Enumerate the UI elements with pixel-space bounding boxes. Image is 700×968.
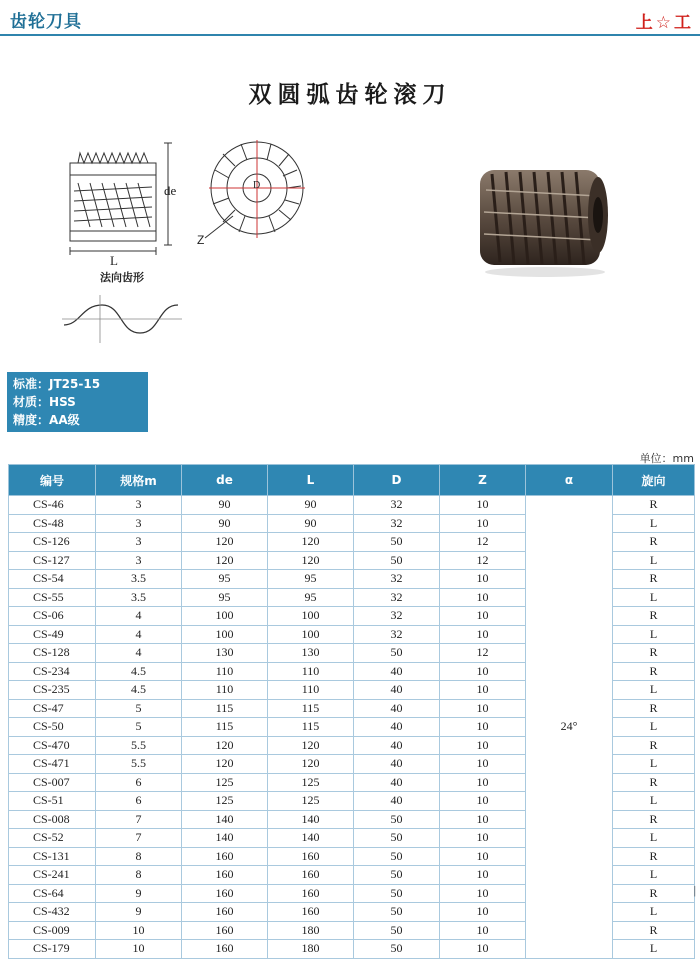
- table-cell: 5: [96, 699, 182, 718]
- table-cell: 32: [354, 514, 440, 533]
- table-cell: L: [613, 718, 695, 737]
- table-cell: 10: [440, 736, 526, 755]
- brand-logo: [636, 8, 692, 33]
- table-cell: 50: [354, 644, 440, 663]
- table-cell: 40: [354, 736, 440, 755]
- table-cell: CS-179: [9, 940, 96, 959]
- table-cell: 10: [440, 699, 526, 718]
- page-title: 双圆弧齿轮滚刀: [248, 82, 452, 108]
- table-cell: CS-235: [9, 681, 96, 700]
- table-cell: 12: [440, 551, 526, 570]
- table-cell: 120: [268, 533, 354, 552]
- table-cell: 10: [440, 921, 526, 940]
- label-Z: Z: [197, 233, 205, 247]
- table-cell: L: [613, 551, 695, 570]
- table-cell: CS-55: [9, 588, 96, 607]
- table-cell: 10: [96, 940, 182, 959]
- table-cell: 115: [182, 699, 268, 718]
- table-cell: 10: [440, 514, 526, 533]
- header-divider: [0, 34, 700, 36]
- table-cell: 120: [182, 736, 268, 755]
- table-cell: R: [613, 736, 695, 755]
- table-cell: 140: [182, 810, 268, 829]
- spec-box: [7, 372, 148, 432]
- spec-standard-value: JT25-15: [49, 377, 101, 391]
- column-header: Z: [440, 465, 526, 496]
- table-cell: 125: [268, 792, 354, 811]
- table-cell: L: [613, 755, 695, 774]
- margin-mark: |: [693, 883, 696, 897]
- table-cell: 130: [182, 644, 268, 663]
- table-cell: 100: [268, 607, 354, 626]
- table-cell: 95: [182, 570, 268, 589]
- table-cell: 180: [268, 940, 354, 959]
- table-cell: 40: [354, 773, 440, 792]
- table-cell: CS-49: [9, 625, 96, 644]
- brand-char-right: 工: [674, 13, 692, 33]
- table-cell: 4.5: [96, 662, 182, 681]
- table-cell: 140: [268, 829, 354, 848]
- table-cell: 7: [96, 829, 182, 848]
- table-cell: 130: [268, 644, 354, 663]
- table-cell: 140: [268, 810, 354, 829]
- table-cell: 10: [440, 903, 526, 922]
- table-cell: 140: [182, 829, 268, 848]
- table-cell: 10: [440, 681, 526, 700]
- table-cell: 100: [182, 625, 268, 644]
- normal-profile-caption: 法向齿形: [100, 271, 144, 284]
- table-cell: CS-234: [9, 662, 96, 681]
- table-cell: 12: [440, 533, 526, 552]
- table-cell: 115: [268, 699, 354, 718]
- table-cell: CS-128: [9, 644, 96, 663]
- table-cell: 10: [440, 607, 526, 626]
- table-cell: 50: [354, 810, 440, 829]
- table-cell: CS-127: [9, 551, 96, 570]
- table-cell: 10: [440, 570, 526, 589]
- table-cell: 95: [182, 588, 268, 607]
- table-cell: CS-47: [9, 699, 96, 718]
- table-cell: 160: [268, 903, 354, 922]
- table-cell: L: [613, 866, 695, 885]
- table-cell: 32: [354, 625, 440, 644]
- table-cell: 3: [96, 533, 182, 552]
- table-cell: CS-06: [9, 607, 96, 626]
- column-header: α: [526, 465, 613, 496]
- front-view-drawing: [195, 140, 305, 250]
- spec-precision: 精度：AA级: [13, 413, 80, 427]
- table-cell: 4: [96, 625, 182, 644]
- table-cell: 110: [182, 662, 268, 681]
- table-cell: L: [613, 829, 695, 848]
- table-cell: 95: [268, 570, 354, 589]
- table-cell: 3: [96, 551, 182, 570]
- table-cell: R: [613, 644, 695, 663]
- table-cell: 115: [182, 718, 268, 737]
- table-cell: 3.5: [96, 570, 182, 589]
- table-cell: 110: [268, 681, 354, 700]
- table-cell: CS-52: [9, 829, 96, 848]
- spec-material-value: HSS: [49, 395, 76, 409]
- table-cell: 6: [96, 792, 182, 811]
- table-cell: 10: [440, 884, 526, 903]
- table-cell: 120: [268, 736, 354, 755]
- table-cell: 10: [440, 940, 526, 959]
- table-cell: R: [613, 810, 695, 829]
- table-cell: 5.5: [96, 755, 182, 774]
- table-cell: CS-471: [9, 755, 96, 774]
- table-cell: R: [613, 607, 695, 626]
- table-cell: 50: [354, 940, 440, 959]
- table-cell: 160: [182, 921, 268, 940]
- table-cell: 125: [268, 773, 354, 792]
- table-cell: 125: [182, 792, 268, 811]
- spec-material: 材质：HSS: [13, 395, 76, 409]
- table-cell: R: [613, 533, 695, 552]
- table-cell: 40: [354, 792, 440, 811]
- table-cell: 160: [182, 847, 268, 866]
- table-cell: 3: [96, 496, 182, 515]
- column-header: de: [182, 465, 268, 496]
- table-cell: CS-432: [9, 903, 96, 922]
- label-L: L: [110, 253, 118, 268]
- table-cell: 8: [96, 847, 182, 866]
- table-cell: 40: [354, 662, 440, 681]
- table-cell: 40: [354, 681, 440, 700]
- spec-standard-label: 标准: [13, 377, 38, 391]
- table-cell: 160: [268, 884, 354, 903]
- spec-precision-value: AA级: [49, 413, 80, 427]
- table-cell: 90: [268, 496, 354, 515]
- star-icon: ☆: [655, 13, 672, 33]
- table-cell: R: [613, 847, 695, 866]
- table-cell: 4.5: [96, 681, 182, 700]
- table-cell: CS-51: [9, 792, 96, 811]
- table-cell: 120: [268, 551, 354, 570]
- table-cell: R: [613, 773, 695, 792]
- table-cell: 9: [96, 903, 182, 922]
- side-view-drawing: [60, 135, 190, 285]
- table-cell: 160: [182, 884, 268, 903]
- page-header: [0, 0, 700, 40]
- table-cell: 160: [268, 866, 354, 885]
- brand-char-left: 上: [635, 13, 654, 33]
- table-cell: 50: [354, 829, 440, 848]
- table-cell: L: [613, 940, 695, 959]
- table-cell: R: [613, 884, 695, 903]
- table-cell: R: [613, 921, 695, 940]
- table-cell: 50: [354, 921, 440, 940]
- spec-precision-label: 精度: [13, 413, 38, 427]
- table-cell: 125: [182, 773, 268, 792]
- table-cell: L: [613, 903, 695, 922]
- table-cell: 10: [440, 792, 526, 811]
- table-cell: 10: [96, 921, 182, 940]
- column-header: 旋向: [613, 465, 695, 496]
- spec-material-label: 材质: [13, 395, 38, 409]
- table-cell: CS-470: [9, 736, 96, 755]
- table-cell: 180: [268, 921, 354, 940]
- product-photo: [470, 160, 620, 278]
- table-cell: 160: [182, 903, 268, 922]
- table-cell: 3.5: [96, 588, 182, 607]
- table-cell: 50: [354, 866, 440, 885]
- tooth-profile-drawing: [60, 295, 185, 345]
- table-cell: 110: [268, 662, 354, 681]
- table-cell: 12: [440, 644, 526, 663]
- table-cell: 32: [354, 570, 440, 589]
- table-cell: 40: [354, 718, 440, 737]
- table-cell: 160: [268, 847, 354, 866]
- column-header: 编号: [9, 465, 96, 496]
- column-header: L: [268, 465, 354, 496]
- label-D: D: [253, 180, 261, 191]
- alpha-cell: 24°: [526, 496, 613, 959]
- table-cell: 90: [268, 514, 354, 533]
- table-cell: 32: [354, 496, 440, 515]
- table-cell: 120: [182, 533, 268, 552]
- table-cell: 10: [440, 625, 526, 644]
- table-cell: CS-126: [9, 533, 96, 552]
- category-title: 齿轮刀具: [10, 12, 82, 32]
- table-cell: L: [613, 681, 695, 700]
- table-cell: L: [613, 588, 695, 607]
- table-cell: CS-241: [9, 866, 96, 885]
- table-cell: 10: [440, 866, 526, 885]
- table-cell: 120: [182, 551, 268, 570]
- table-cell: 10: [440, 810, 526, 829]
- table-cell: 50: [354, 551, 440, 570]
- table-cell: R: [613, 570, 695, 589]
- table-cell: CS-007: [9, 773, 96, 792]
- column-header: D: [354, 465, 440, 496]
- table-cell: 10: [440, 496, 526, 515]
- table-cell: 50: [354, 903, 440, 922]
- table-cell: 120: [268, 755, 354, 774]
- table-cell: R: [613, 496, 695, 515]
- table-cell: L: [613, 792, 695, 811]
- table-cell: CS-008: [9, 810, 96, 829]
- table-cell: 100: [182, 607, 268, 626]
- table-cell: L: [613, 625, 695, 644]
- table-cell: 32: [354, 607, 440, 626]
- table-cell: 3: [96, 514, 182, 533]
- table-cell: 10: [440, 755, 526, 774]
- table-cell: CS-46: [9, 496, 96, 515]
- table-cell: 40: [354, 755, 440, 774]
- table-cell: 100: [268, 625, 354, 644]
- table-cell: CS-54: [9, 570, 96, 589]
- table-cell: 4: [96, 644, 182, 663]
- table-cell: 5: [96, 718, 182, 737]
- table-cell: 10: [440, 588, 526, 607]
- table-cell: 4: [96, 607, 182, 626]
- table-cell: 10: [440, 718, 526, 737]
- table-cell: 50: [354, 847, 440, 866]
- table-cell: 50: [354, 884, 440, 903]
- table-cell: 115: [268, 718, 354, 737]
- table-cell: 90: [182, 514, 268, 533]
- table-cell: CS-50: [9, 718, 96, 737]
- table-cell: CS-131: [9, 847, 96, 866]
- table-cell: L: [613, 514, 695, 533]
- table-cell: CS-64: [9, 884, 96, 903]
- table-cell: 120: [182, 755, 268, 774]
- table-header-row: [9, 465, 695, 496]
- unit-label: 单位：mm: [639, 452, 694, 465]
- table-cell: 9: [96, 884, 182, 903]
- table-cell: CS-009: [9, 921, 96, 940]
- table-cell: 10: [440, 829, 526, 848]
- table-cell: 10: [440, 847, 526, 866]
- table-cell: 160: [182, 866, 268, 885]
- table-cell: 95: [268, 588, 354, 607]
- table-cell: R: [613, 699, 695, 718]
- table-cell: CS-48: [9, 514, 96, 533]
- table-cell: 50: [354, 533, 440, 552]
- table-cell: 10: [440, 662, 526, 681]
- spec-table: [8, 464, 695, 959]
- table-cell: 90: [182, 496, 268, 515]
- spec-standard: 标准：JT25-15: [13, 377, 101, 391]
- table-row: [9, 496, 695, 515]
- label-de: de: [164, 183, 177, 198]
- table-cell: 7: [96, 810, 182, 829]
- column-header: 规格m: [96, 465, 182, 496]
- table-cell: 5.5: [96, 736, 182, 755]
- table-cell: R: [613, 662, 695, 681]
- table-cell: 32: [354, 588, 440, 607]
- table-cell: 10: [440, 773, 526, 792]
- table-cell: 6: [96, 773, 182, 792]
- table-cell: 110: [182, 681, 268, 700]
- table-cell: 8: [96, 866, 182, 885]
- table-cell: 40: [354, 699, 440, 718]
- table-cell: 160: [182, 940, 268, 959]
